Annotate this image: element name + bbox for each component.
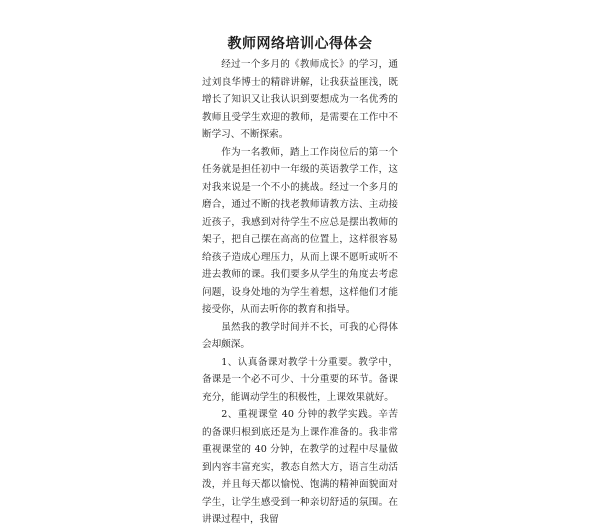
- paragraph: 经过一个多月的《教师成长》的学习，通过刘良华博士的精辟讲解，让我获益匪浅，既增长了知识又让我认识到要想成为一名优秀的教师且受学生欢迎的教师，是需要在工作中不断学习、不断探索。: [202, 59, 398, 140]
- paragraph: 2、重视课堂 40 分钟的教学实践。辛苦的备课归根到底还是为上课作准备的。我非常重视课堂的 40 分钟，在教学的过程中尽量做到内容丰富充实，教态自然大方，语言生动活泼，并且每天都以愉悦、饱满的精神面貌面对学生，让学生感受到一种亲切舒适的氛围。在讲课过程中，我留: [202, 409, 398, 525]
- paragraph: 作为一名教师，踏上工作岗位后的第一个任务就是担任初中一年级的英语教学工作，这对我来说是一个不小的挑战。经过一个多月的磨合，通过不断的找老教师请教方法、主动接近孩子，我感到对待学生不应总是摆出教师的架子，把自己摆在高高的位置上，这样很容易给孩子造成心理压力，从而上课不愿听或听不进去教师的课。我们要多从学生的角度去考虑问题，设身处地的为学生着想，这样他们才能接受你，从而去听你的教育和指导。: [202, 146, 398, 315]
- paragraph: 虽然我的教学时间并不长，可我的心得体会却颇深。: [202, 321, 398, 350]
- document-title: 教师网络培训心得体会: [227, 36, 373, 52]
- paragraph: 1、认真备课对教学十分重要。教学中，备课是一个必不可少、十分重要的环节。备课充分，能调动学生的积极性，上课效果就好。: [202, 356, 398, 403]
- document-body: [202, 56, 398, 529]
